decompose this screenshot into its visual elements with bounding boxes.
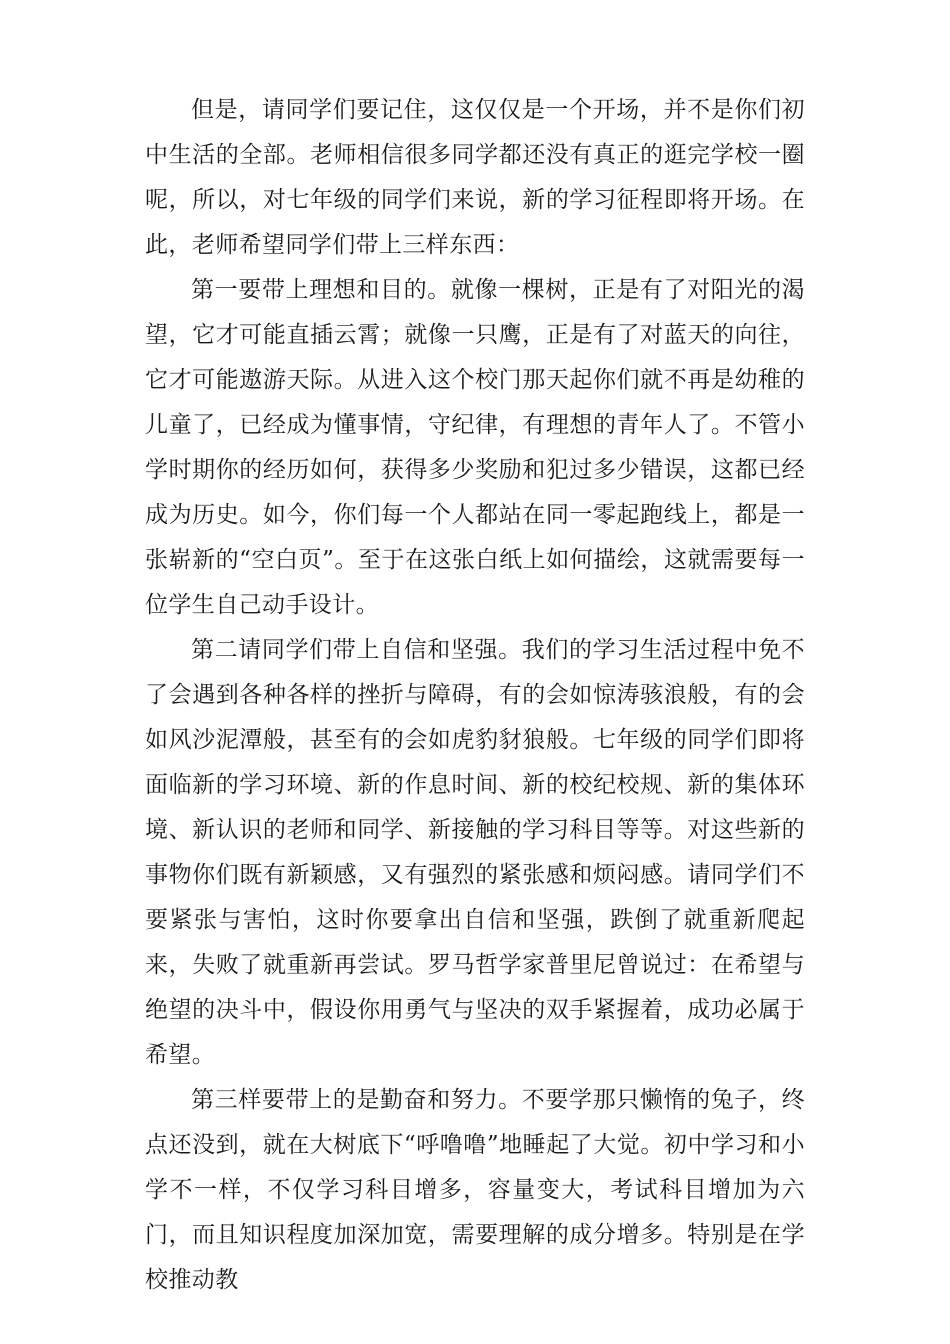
document-body — [145, 88, 805, 1303]
paragraph-1: 但是，请同学们要记住，这仅仅是一个开场，并不是你们初中生活的全部。老师相信很多同学都还没有真正的逛完学校一圈呢，所以，对七年级的同学们来说，新的学习征程即将开场。在此，老师希望同学们带上三样东西： — [145, 97, 805, 258]
paragraph-4: 第三样要带上的是勤奋和努力。不要学那只懒惰的兔子，终点还没到，就在大树底下“呼噜噜”地睡起了大觉。初中学习和小学不一样，不仅学习科目增多，容量变大，考试科目增加为六门，而且知识程度加深加宽，需要理解的成分增多。特别是在学校推动教 — [145, 1087, 805, 1293]
paragraph-3: 第二请同学们带上自信和坚强。我们的学习生活过程中免不了会遇到各种各样的挫折与障碍，有的会如惊涛骇浪般，有的会如风沙泥潭般，甚至有的会如虎豹豺狼般。七年级的同学们即将面临新的学习环境、新的作息时间、新的校纪校规、新的集体环境、新认识的老师和同学、新接触的学习科目等等。对这些新的事物你们既有新颖感，又有强烈的紧张感和烦闷感。请同学们不要紧张与害怕，这时你要拿出自信和坚强，跌倒了就重新爬起来，失败了就重新再尝试。罗马哲学家普里尼曾说过：在希望与绝望的决斗中，假设你用勇气与坚决的双手紧握着，成功必属于希望。 — [145, 637, 805, 1068]
paragraph-2: 第一要带上理想和目的。就像一棵树，正是有了对阳光的渴望，它才可能直插云霄；就像一只鹰，正是有了对蓝天的向往，它才可能遨游天际。从进入这个校门那天起你们就不再是幼稚的儿童了，已经成为懂事情，守纪律，有理想的青年人了。不管小学时期你的经历如何，获得多少奖励和犯过多少错误，这都已经成为历史。如今，你们每一个人都站在同一零起跑线上，都是一张崭新的“空白页”。至于在这张白纸上如何描绘，这就需要每一位学生自己动手设计。 — [145, 277, 805, 618]
